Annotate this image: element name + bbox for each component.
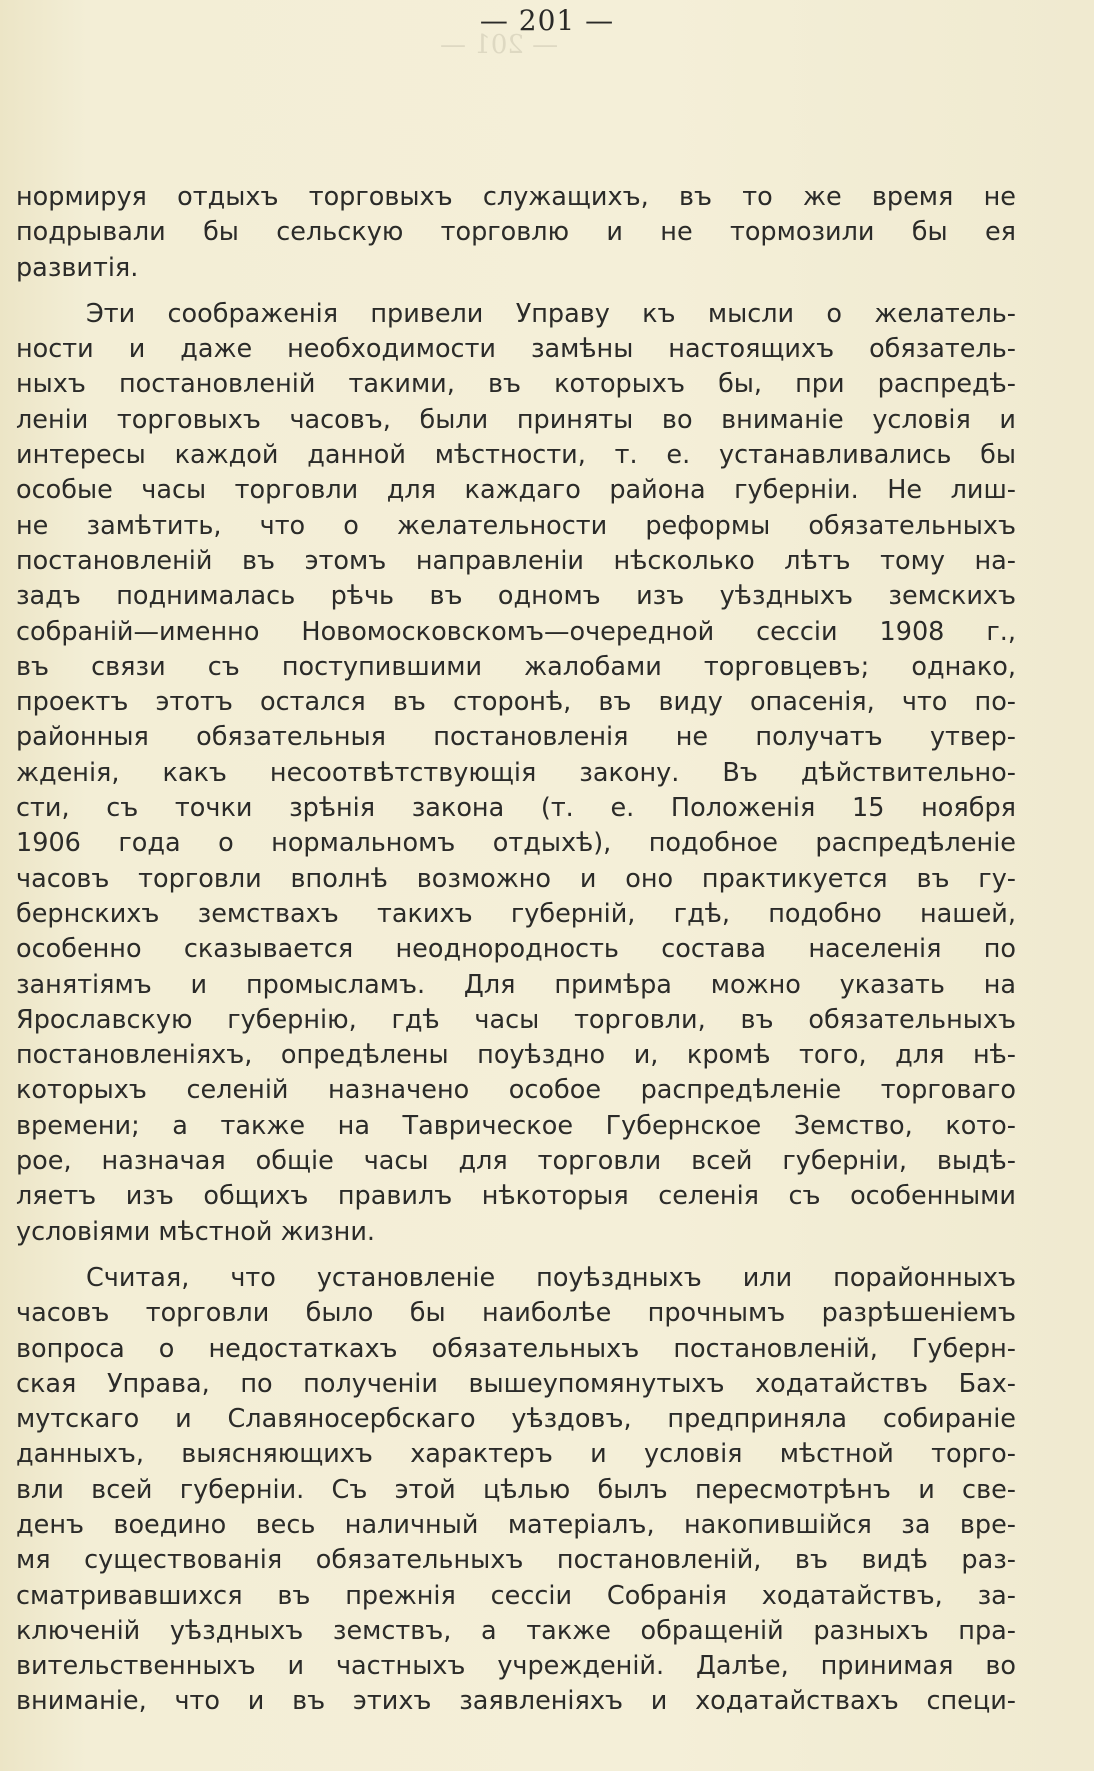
text-line: Считая, что установленіе поуѣздныхъ или порайонныхъ [86,1262,1016,1293]
text-line: денъ воедино весь наличный матеріалъ, накопившійся за вре- [16,1509,1016,1540]
text-line: рое, назначая общіе часы для торговли всей губерніи, выдѣ- [16,1146,1016,1177]
paragraph-1 [16,180,1016,286]
text-line: бернскихъ земствахъ такихъ губерній, гдѣ, подобно нашей, [16,898,1016,929]
text-line: постановленій въ этомъ направленіи нѣсколько лѣтъ тому на- [16,545,1016,576]
text-line: проектъ этотъ остался въ сторонѣ, въ виду опасенія, что по- [16,687,1016,718]
text-line: въ связи съ поступившими жалобами торговцевъ; однако, [16,651,1016,682]
text-line: мутскаго и Славяносербскаго уѣздовъ, предприняла собираніе [16,1404,1016,1435]
text-line: Ярославскую губернію, гдѣ часы торговли, въ обязательныхъ [16,1004,1016,1035]
paragraph-3 [16,1261,1016,1720]
text-line: ляетъ изъ общихъ правилъ нѣкоторыя селенія съ особенными [16,1181,1016,1212]
text-line: сматривавшихся въ прежнія сессіи Собранія ходатайствъ, за- [16,1580,1016,1611]
text-line: ности и даже необходимости замѣны настоящихъ обязатель- [16,334,1016,365]
text-line: Эти соображенія привели Управу къ мысли о желатель- [86,298,1016,329]
text-line: часовъ торговли было бы наиболѣе прочнымъ разрѣшеніемъ [16,1298,1016,1329]
text-line: подрывали бы сельскую торговлю и не тормозили бы ея [16,217,1016,248]
text-line: постановленіяхъ, опредѣлены поуѣздно и, кромѣ того, для нѣ- [16,1040,1016,1071]
text-line: часовъ торговли вполнѣ возможно и оно практикуется въ гу- [16,863,1016,894]
text-line: особенно сказывается неоднородность состава населенія по [16,934,1016,965]
text-line: вительственныхъ и частныхъ учрежденій. Далѣе, принимая во [16,1651,1016,1682]
text-line: ныхъ постановленій такими, въ которыхъ бы, при распредѣ- [16,369,1016,400]
text-line: мя существованія обязательныхъ постановленій, въ видѣ раз- [16,1545,1016,1576]
body-text [16,180,1016,1720]
page-number: — 201 — [479,4,615,37]
text-line: интересы каждой данной мѣстности, т. е. устанавливались бы [16,440,1016,471]
text-line: ская Управа, по полученіи вышеупомянутыхъ ходатайствъ Бах- [16,1368,1016,1399]
text-line: ключеній уѣздныхъ земствъ, а также обращеній разныхъ пра- [16,1615,1016,1646]
text-line: 1906 года о нормальномъ отдыхѣ), подобное распредѣленіе [16,828,1016,859]
text-line: развитія. [16,252,139,283]
text-line: задъ поднималась рѣчь въ одномъ изъ уѣздныхъ земскихъ [16,581,1016,612]
text-line: данныхъ, выясняющихъ характеръ и условія мѣстной торго- [16,1439,1016,1470]
paragraph-2 [16,297,1016,1250]
text-line: сти, съ точки зрѣнія закона (т. е. Положенія 15 ноября [16,793,1016,824]
text-line: нормируя отдыхъ торговыхъ служащихъ, въ то же время не [16,182,1016,212]
text-line: вли всей губерніи. Съ этой цѣлью былъ пересмотрѣнъ и све- [16,1474,1016,1505]
text-line: занятіямъ и промысламъ. Для примѣра можно указать на [16,969,1016,1000]
text-line: жденія, какъ несоотвѣтствующія закону. Въ дѣйствительно- [16,757,1016,788]
text-line: особые часы торговли для каждаго района губерніи. Не лиш- [16,475,1016,506]
text-line: не замѣтить, что о желательности реформы обязательныхъ [16,510,1016,541]
text-line: леніи торговыхъ часовъ, были приняты во вниманіе условія и [16,404,1016,435]
text-line: которыхъ селеній назначено особое распредѣленіе торговаго [16,1075,1016,1106]
text-line: вниманіе, что и въ этихъ заявленіяхъ и ходатайствахъ специ- [16,1686,1016,1717]
text-line: районныя обязательныя постановленія не получатъ утвер- [16,722,1016,753]
text-line: условіями мѣстной жизни. [16,1216,376,1247]
text-line: времени; а также на Таврическое Губернское Земство, кото- [16,1110,1016,1141]
text-line: вопроса о недостаткахъ обязательныхъ постановленій, Губерн- [16,1333,1016,1364]
text-line: собраній—именно Новомосковскомъ—очередной сессіи 1908 г., [16,616,1016,647]
bleed-through-page-number: — 201 — [440,30,559,60]
